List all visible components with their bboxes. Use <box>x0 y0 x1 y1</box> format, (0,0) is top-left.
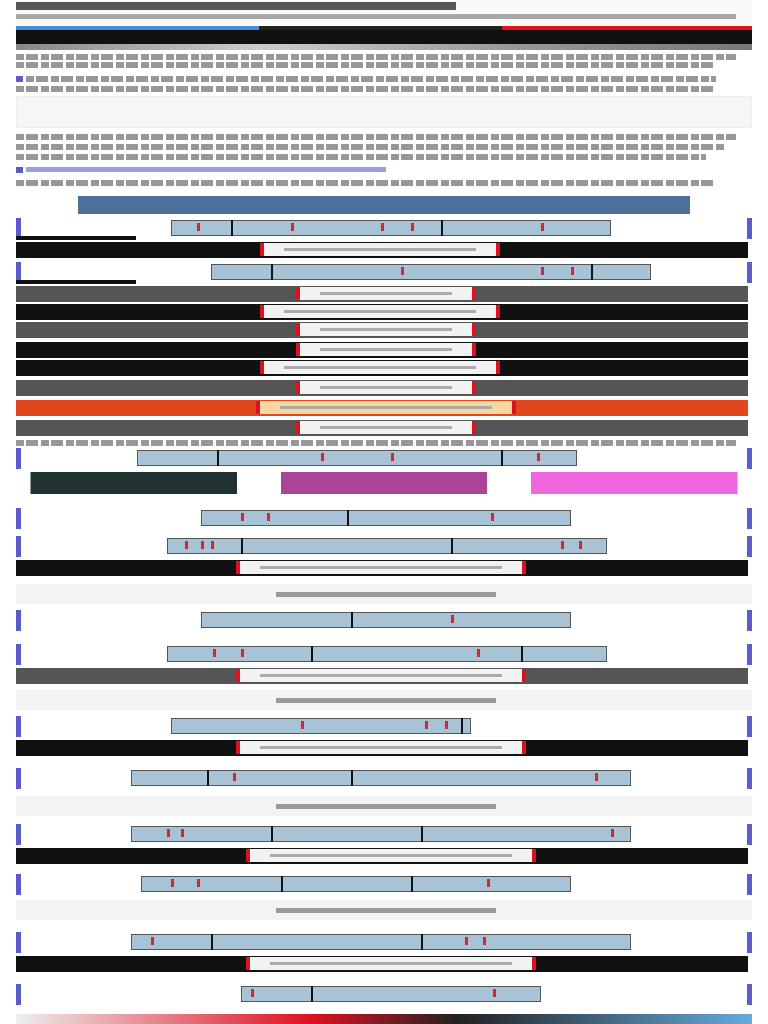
rail <box>137 450 577 466</box>
marker <box>211 541 214 549</box>
rail <box>141 876 571 892</box>
divider <box>241 538 243 554</box>
body-line <box>16 134 736 140</box>
section-header <box>16 584 752 604</box>
marker <box>301 721 304 729</box>
card <box>260 361 500 374</box>
card <box>246 957 536 970</box>
timeline-panel[interactable] <box>16 932 752 953</box>
marker <box>241 649 244 657</box>
page-title <box>16 2 456 10</box>
section-heading <box>276 698 496 703</box>
rail <box>131 934 631 950</box>
marker <box>451 615 454 623</box>
timeline-panel[interactable] <box>16 874 752 895</box>
divider <box>231 220 233 236</box>
timeline-panel[interactable] <box>16 768 752 789</box>
strip <box>16 668 748 684</box>
banner <box>78 196 690 214</box>
marker <box>241 513 244 521</box>
rail <box>131 826 631 842</box>
black-band <box>16 30 752 44</box>
card <box>296 381 476 394</box>
divider <box>521 646 523 662</box>
divider <box>311 986 313 1002</box>
marker <box>561 541 564 549</box>
marker <box>197 879 200 887</box>
divider <box>271 264 273 280</box>
strip <box>16 286 748 302</box>
divider <box>441 220 443 236</box>
marker <box>291 223 294 231</box>
marker <box>381 223 384 231</box>
body-line <box>16 180 716 186</box>
strip <box>16 560 748 576</box>
rail <box>201 612 571 628</box>
timeline-panel[interactable] <box>16 610 752 631</box>
divider <box>351 612 353 628</box>
marker <box>167 829 170 837</box>
flag-icon <box>16 167 23 173</box>
marker <box>483 937 486 945</box>
timeline-panel[interactable] <box>16 824 752 845</box>
info-box <box>16 96 752 128</box>
marker <box>537 453 540 461</box>
divider <box>451 538 453 554</box>
strip <box>16 740 748 756</box>
link-line[interactable] <box>26 167 386 172</box>
section-heading <box>276 592 496 597</box>
marker <box>401 267 404 275</box>
strip <box>16 380 748 396</box>
section-header <box>16 796 752 816</box>
marker <box>181 829 184 837</box>
divider <box>347 510 349 526</box>
divider <box>281 876 283 892</box>
rail <box>167 538 607 554</box>
card <box>296 287 476 300</box>
marker <box>251 989 254 997</box>
masthead <box>16 0 752 26</box>
marker <box>151 937 154 945</box>
marker <box>477 649 480 657</box>
card <box>246 849 536 862</box>
intro-line <box>16 54 736 60</box>
strip <box>16 342 748 358</box>
body-line <box>16 440 736 446</box>
card <box>260 305 500 318</box>
card <box>260 243 500 256</box>
strip <box>16 956 748 972</box>
strip <box>16 400 748 416</box>
divider <box>217 450 219 466</box>
divider <box>207 770 209 786</box>
timeline-panel[interactable] <box>16 644 752 665</box>
card <box>236 741 526 754</box>
timeline-panel[interactable] <box>16 536 752 557</box>
body-line <box>16 144 726 150</box>
strip <box>16 848 748 864</box>
marker <box>171 879 174 887</box>
marker <box>201 541 204 549</box>
divider <box>311 646 313 662</box>
marker <box>197 223 200 231</box>
strip <box>16 322 748 338</box>
rail <box>131 770 631 786</box>
marker <box>487 879 490 887</box>
divider <box>421 934 423 950</box>
section-heading <box>276 908 496 913</box>
marker <box>321 453 324 461</box>
caption <box>16 280 136 284</box>
rail <box>241 986 541 1002</box>
body-line <box>16 154 706 160</box>
divider <box>211 934 213 950</box>
divider <box>411 876 413 892</box>
card <box>296 421 476 434</box>
marker <box>445 721 448 729</box>
divider <box>351 770 353 786</box>
section-heading <box>276 804 496 809</box>
intro-line <box>26 76 716 82</box>
card <box>236 561 526 574</box>
section-header <box>16 900 752 920</box>
rail <box>211 264 651 280</box>
caption <box>16 236 136 240</box>
marker <box>267 513 270 521</box>
strip <box>16 304 748 320</box>
strip <box>16 360 748 376</box>
marker <box>541 267 544 275</box>
section-header <box>16 690 752 710</box>
marker <box>185 541 188 549</box>
marker <box>491 513 494 521</box>
divider <box>271 826 273 842</box>
marker <box>541 223 544 231</box>
marker <box>595 773 598 781</box>
intro-line <box>16 86 716 92</box>
timeline-panel[interactable] <box>16 984 752 1005</box>
timeline-panel[interactable] <box>16 448 752 469</box>
rail <box>201 510 571 526</box>
marker <box>579 541 582 549</box>
divider <box>461 718 463 734</box>
rail <box>167 646 607 662</box>
thumb-row <box>16 472 752 494</box>
rail <box>171 220 611 236</box>
marker <box>411 223 414 231</box>
intro-line <box>16 62 716 68</box>
divider <box>591 264 593 280</box>
strip <box>16 242 748 258</box>
divider <box>501 450 503 466</box>
flag-icon <box>16 76 23 82</box>
marker <box>391 453 394 461</box>
marker <box>493 989 496 997</box>
card <box>256 401 516 414</box>
marker <box>213 649 216 657</box>
marker <box>571 267 574 275</box>
marker <box>465 937 468 945</box>
marker <box>425 721 428 729</box>
marker <box>611 829 614 837</box>
card <box>296 343 476 356</box>
page-subtitle <box>16 14 736 19</box>
footer-bar <box>16 1014 752 1024</box>
marker <box>233 773 236 781</box>
card <box>296 323 476 336</box>
timeline-panel[interactable] <box>16 716 752 737</box>
card <box>236 669 526 682</box>
gray-band <box>16 44 752 50</box>
timeline-panel[interactable] <box>16 508 752 529</box>
strip <box>16 420 748 436</box>
divider <box>421 826 423 842</box>
